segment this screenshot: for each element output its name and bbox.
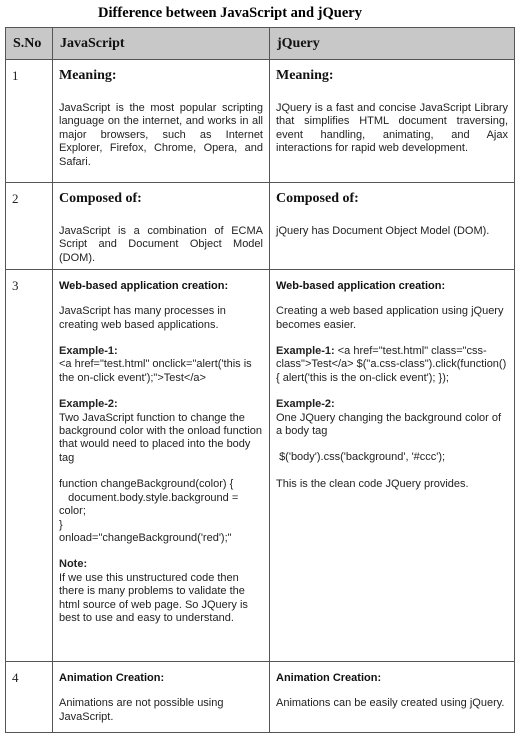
- table-row: [6, 60, 515, 183]
- jquery-cell: [270, 662, 515, 733]
- example-2-label: Example-2:: [276, 398, 335, 411]
- cell-text: Animations are not possible using JavaScript.: [59, 697, 224, 723]
- example-1-label: Example-1:: [276, 345, 335, 358]
- cell-text: JavaScript has many processes in creating web based applications.: [59, 305, 226, 331]
- cell-text: JQuery is a fast and concise JavaScript Library that simplifies HTML document traversing, event handling, animating, and Ajax interactions for rapid web development.: [276, 102, 508, 155]
- note-text: If we use this unstructured code then there is many problems to validate the html source of web page. So JQuery is best to use and easy to understand.: [59, 571, 248, 624]
- cell-heading: Composed of:: [59, 191, 142, 206]
- cell-text: jQuery has Document Object Model (DOM).: [276, 225, 490, 237]
- row-number: 2: [6, 183, 53, 270]
- row-number: 1: [6, 60, 53, 183]
- cell-text: Creating a web based application using jQuery becomes easier.: [276, 305, 504, 331]
- header-jquery: jQuery: [270, 28, 515, 60]
- cell-text: JavaScript is a combination of ECMA Script and Document Object Model (DOM).: [59, 225, 263, 264]
- cell-heading: Web-based application creation:: [59, 280, 229, 293]
- javascript-cell: [53, 270, 270, 662]
- closing-text: This is the clean code JQuery provides.: [276, 477, 469, 490]
- cell-heading: Meaning:: [276, 68, 334, 83]
- table-row: [6, 183, 515, 270]
- jquery-cell: [270, 60, 515, 183]
- jquery-cell: [270, 270, 515, 662]
- header-row: [6, 28, 515, 60]
- table-row: [6, 270, 515, 662]
- javascript-cell: [53, 183, 270, 270]
- example-2-text: Two JavaScript function to change the background color with the onload function that would need to placed into the body tag: [59, 411, 263, 464]
- comparison-table: [5, 27, 515, 733]
- example-1-code: <a href="test.html" class="css-class">Test</a> $("a.css-class").click(function(){ alert('this is the on-click event'); });: [276, 345, 507, 384]
- cell-heading: Animation Creation:: [59, 672, 165, 685]
- example-1-code: <a href="test.html" onclick="alert('this is the on-click event');">Test</a>: [59, 358, 252, 384]
- note-label: Note:: [59, 558, 88, 571]
- jquery-cell: [270, 183, 515, 270]
- code-snippet: function changeBackground(color) { document.body.style.background = color; } onload="changeBackground('red');": [59, 478, 239, 544]
- code-snippet: $('body').css('background', '#ccc');: [276, 451, 446, 464]
- example-2-label: Example-2:: [59, 398, 118, 411]
- javascript-cell: [53, 60, 270, 183]
- header-javascript: JavaScript: [53, 28, 270, 60]
- row-number: 4: [6, 662, 53, 733]
- table-row: [6, 662, 515, 733]
- cell-heading: Web-based application creation:: [276, 280, 446, 293]
- cell-heading: Animation Creation:: [276, 672, 382, 685]
- header-sno: S.No: [6, 28, 53, 60]
- cell-text: JavaScript is the most popular scripting language on the internet, and works in all major browsers, such as Internet Explorer, Firefox, Chrome, Opera, and Safari.: [59, 102, 263, 168]
- example-1-label: Example-1:: [59, 345, 118, 358]
- cell-heading: Composed of:: [276, 191, 359, 206]
- example-1: [276, 345, 508, 385]
- javascript-cell: [53, 662, 270, 733]
- row-number: 3: [6, 270, 53, 662]
- cell-text: Animations can be easily created using jQuery.: [276, 697, 505, 710]
- document-title: Difference between JavaScript and jQuery: [98, 5, 362, 21]
- cell-heading: Meaning:: [59, 68, 117, 83]
- example-2-text: One JQuery changing the background color of a body tag: [276, 411, 502, 438]
